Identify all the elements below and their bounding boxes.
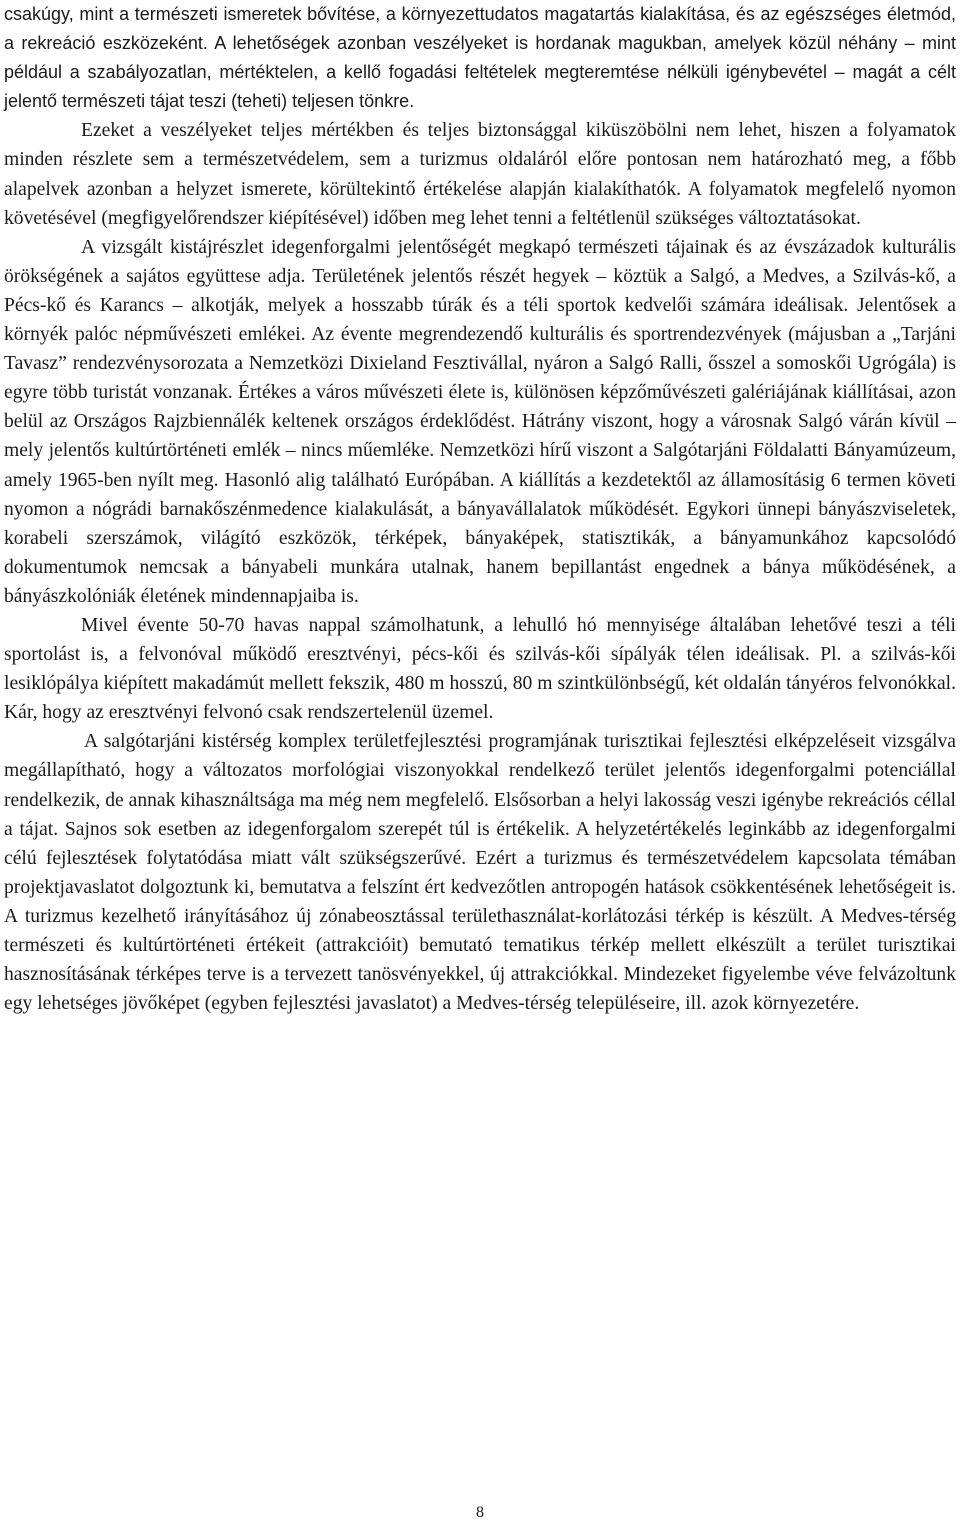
paragraph-intro: csakúgy, mint a természeti ismeretek bővítése, a környezettudatos magatartás kialakítása, és az egészséges életmód, a rekreáció eszközeként. A lehetőségek azonban veszélyeket is hordanak magukban, amelyek közül néhány – mint például a szabályozatlan, mértéktelen, a kellő fogadási feltételek megteremtése nélküli igénybevétel – magát a célt jelentő természeti tájat teszi (teheti) teljesen tönkre.: [4, 4, 956, 112]
page-number: 8: [476, 1504, 484, 1521]
document-page: [4, 0, 956, 1018]
paragraph-tourism-significance: A vizsgált kistájrészlet idegenforgalmi jelentőségét megkapó természeti tájainak és az évszázadok kulturális örökségének a sajátos együttese adja. Területének jelentős részét hegyek – köztük a Salgó, a Medves, a Szilvás-kő, a Pécs-kő és Karancs – alkotják, melyek a hosszabb túrák és a téli sportok kedvelői számára ideálisak. Jelentősek a környék palóc népművészeti emlékei. Az évente megrendezendő kulturális és sportrendezvények (májusban a „Tarjáni Tavasz” rendezvénysorozata a Nemzetközi Dixieland Fesztivállal, nyáron a Salgó Ralli, ősszel a somoskői Ugrógála) is egyre több turistát vonzanak. Értékes a város művészeti élete is, különösen képzőművészeti galériájának kiállításai, azon belül az Országos Rajzbiennálék keltenek országos érdeklődést. Hátrány viszont, hogy a városnak Salgó várán kívül – mely jelentős kultúrtörténeti emlék – nincs műemléke. Nemzetközi hírű viszont a Salgótarjáni Földalatti Bányamúzeum, amely 1965-ben nyílt meg. Hasonló alig található Európában. A kiállítás a kezdetektől az államosításig 6 termen követi nyomon a nógrádi barnakőszénmedence kialakulását, a bányavállalatok működését. Egykori ünnepi bányászviseletek, korabeli szerszámok, világító eszközök, térképek, bányaképek, statisztikák, a bányamunkához kapcsolódó dokumentumok nemcsak a bányabeli munkára utalnak, hanem bepillantást engednek a bánya működésének, a bányászkolóniák életének mindennapjaiba is.: [4, 236, 956, 607]
paragraph-development-program: A salgótarjáni kistérség komplex területfejlesztési programjának turisztikai fejlesztési elképzeléseit vizsgálva megállapítható, hogy a változatos morfológiai viszonyokkal rendelkező terület jelentős idegenforgalmi potenciállal rendelkezik, de annak kihasználtsága ma még nem megfelelő. Elsősorban a helyi lakosság veszi igénybe rekreációs céllal a tájat. Sajnos sok esetben az idegenforgalom szerepét túl is értékelik. A helyzetértékelés leginkább az idegenforgalmi célú fejlesztések folytatódása miatt vált szükségszerűvé. Ezért a turizmus és természetvédelem kapcsolata témában projektjavaslatot dolgoztunk ki, bemutatva a felszínt ért kedvezőtlen antropogén hatások csökkentésének lehetőségeit is. A turizmus kezelhető irányításához új zónabeosztással területhasználat-korlátozási térkép is készült. A Medves-térség természeti és kultúrtörténeti értékeit (attrakcióit) bemutató tematikus térkép mellett elkészült a terület turisztikai hasznosításának térképes terve is a tervezett tanösvényekkel, új attrakciókkal. Mindezeket figyelembe véve felvázoltunk egy lehetséges jövőképet (egyben fejlesztési javaslatot) a Medves-térség településeire, ill. azok környezetére.: [4, 731, 956, 1015]
paragraph-winter-sports: Mivel évente 50-70 havas nappal számolhatunk, a lehulló hó mennyisége általában lehetővé teszi a téli sportolást is, a felvonóval működő eresztvényi, pécs-kői és szilvás-kői sípályák télen ideálisak. Pl. a szilvás-kői lesiklópálya kiépített makadámút mellett fekszik, 480 m hosszú, 80 m szintkülönbségű, két oldalán tányéros felvonókkal. Kár, hogy az eresztvényi felvonó csak rendszertelenül üzemel.: [4, 614, 956, 724]
paragraph-hazards: Ezeket a veszélyeket teljes mértékben és teljes biztonsággal kiküszöbölni nem lehet, hiszen a folyamatok minden részlete sem a természetvédelem, sem a turizmus oldaláról előre pontosan nem határozható meg, a főbb alapelvek azonban a helyzet ismerete, körültekintő értékelése alapján kialakíthatók. A folyamatok megfelelő nyomon követésével (megfigyelőrendszer kiépítésével) időben meg lehet tenni a feltétlenül szükséges változtatásokat.: [4, 120, 956, 229]
